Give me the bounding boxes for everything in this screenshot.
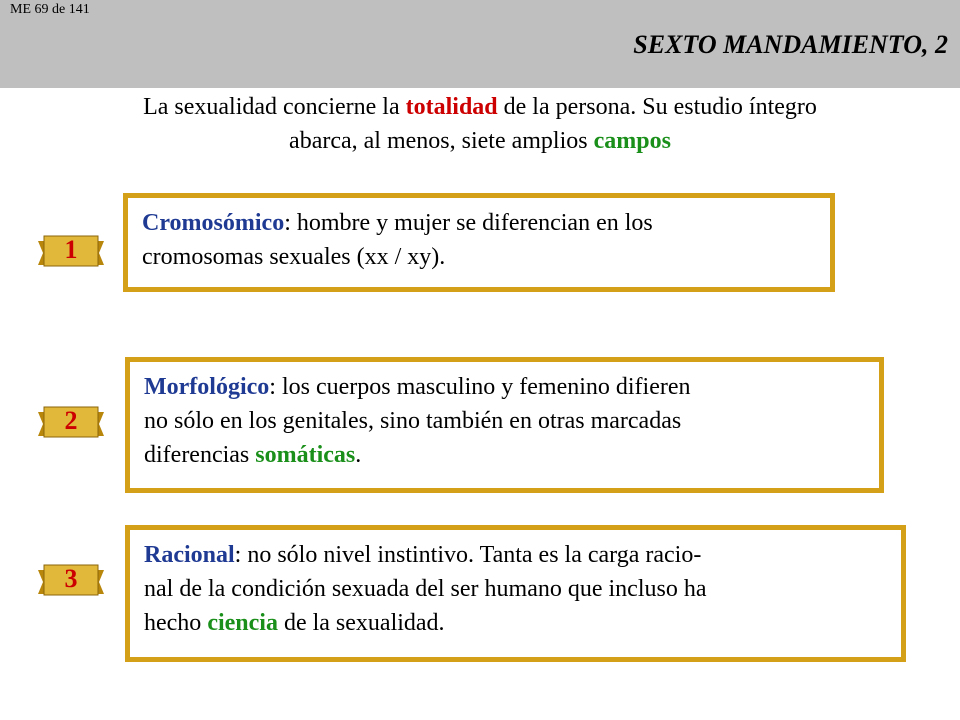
box-text: . [355,442,362,468]
box-line: nal de la condición sexuada del ser humano que incluso ha [144,576,707,602]
page-counter: ME 69 de 141 [10,2,90,17]
term-morfologico: Morfológico [144,374,270,400]
box-line [144,438,865,472]
box-text: : no sólo nivel instintivo. Tanta es la carga racio- [234,542,702,568]
box-text: hecho [144,610,208,636]
box-line [142,206,816,240]
ribbon-number: 2 [64,406,78,435]
title-bar [0,0,960,88]
slide-title: SEXTO MANDAMIENTO, 2 [633,30,948,59]
box-text: diferencias [144,442,256,468]
ribbon-number: 3 [64,564,78,593]
box-line: cromosomas sexuales (xx / xy). [142,244,446,270]
box-text: de la sexualidad. [277,610,445,636]
ribbon-number: 1 [64,235,78,264]
field-box-racional [125,525,906,662]
intro-line-1 [0,90,960,124]
field-box-morfologico [125,357,884,493]
box-line [144,538,887,572]
keyword-somaticas: somáticas [255,442,356,468]
intro-text-part: abarca, al menos, siete amplios [289,128,594,154]
intro-text-part: La sexualidad concierne la [143,94,406,120]
keyword-campos: campos [593,128,671,154]
intro-text [0,90,960,158]
term-racional: Racional [144,542,235,568]
keyword-ciencia: ciencia [207,610,278,636]
intro-text-part: de la persona. Su estudio íntegro [497,94,817,120]
box-text: : los cuerpos masculino y femenino difieren [269,374,691,400]
number-ribbon-1 [38,233,104,273]
keyword-totalidad: totalidad [405,94,498,120]
box-line [144,370,865,404]
intro-line-2 [0,124,960,158]
term-cromosomico: Cromosómico [142,210,285,236]
number-ribbon-2 [38,404,104,444]
box-line: no sólo en los genitales, sino también en otras marcadas [144,408,682,434]
field-box-cromosomico [123,193,835,292]
box-line [144,606,887,640]
number-ribbon-3 [38,562,104,602]
box-text: : hombre y mujer se diferencian en los [284,210,653,236]
